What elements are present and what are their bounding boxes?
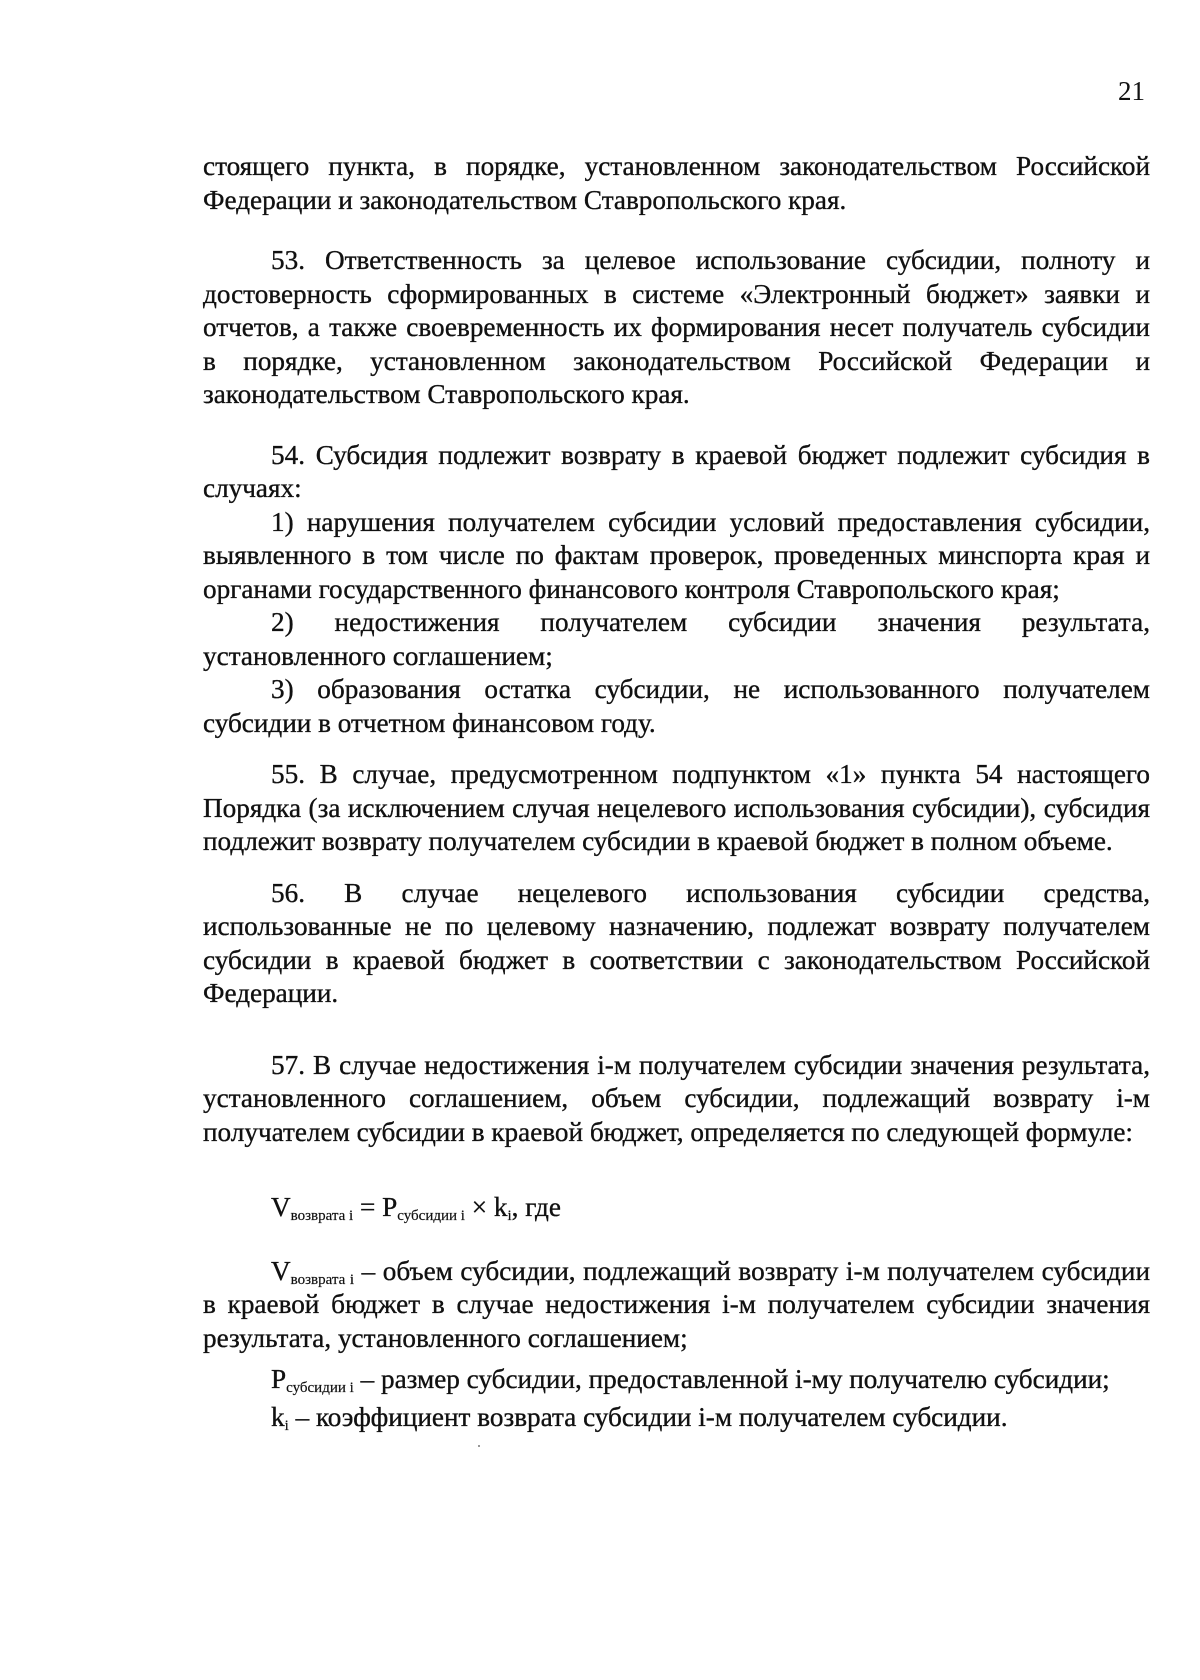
formula-p-subscript: субсидии i [397,1208,465,1224]
formula-tail: , где [511,1192,561,1222]
definition-p-text: – размер субсидии, предоставленной i-му получателю субсидии; [353,1364,1110,1394]
definition-v-symbol: V [271,1255,291,1286]
paragraph-54-item-3: 3) образования остатка субсидии, не использованного получателем субсидии в отчетном финансовом году. [203,674,1150,738]
formula-p-symbol: P [382,1192,398,1222]
definition-k [203,1401,1150,1435]
formula-v-symbol: V [271,1192,291,1222]
paragraph-54: 54. Субсидия подлежит возврату в краевой бюджет подлежит субсидия в случаях: [203,439,1150,503]
definition-p-subscript: субсидии i [286,1380,354,1396]
paragraph-54-item-1: 1) нарушения получателем субсидии условий предоставления субсидии, выявленного в том числе по фактам проверок, проведенных минспорта края и органами государственного финансового контроля Ставропольского края; [203,506,1150,604]
formula-equals: = [353,1192,383,1222]
definition-k-text: – коэффициент возврата субсидии i-м получателем субсидии. [288,1401,1008,1432]
formula-k-subscript: i [507,1208,512,1224]
definition-v [203,1255,1150,1356]
paragraph-continuation: стоящего пункта, в порядке, установленном законодательством Российской Федерации и законодательством Ставропольского края. [203,151,1150,215]
paragraph-54-item-2: 2) недостижения получателем субсидии значения результата, установленного соглашением; [203,607,1150,671]
formula-v-subscript: возврата i [290,1208,354,1224]
page-number: 21 [1118,76,1145,106]
return-formula [203,1191,1150,1225]
definition-v-subscript: возврата i [290,1271,354,1288]
definition-p [203,1363,1150,1397]
definition-v-text: – объем субсидии, подлежащий возврату i-м получателем субсидии в краевой бюджет в случае недостижения i-м получателем субсидии значения результата, установленного соглашением; [203,1255,1150,1353]
scan-speck [478,1445,480,1447]
definition-k-subscript: i [284,1417,289,1434]
definition-p-symbol: P [271,1364,287,1394]
document-body [203,150,1150,1434]
paragraph-57: 57. В случае недостижения i-м получателем субсидии значения результата, установленного соглашением, объем субсидии, подлежащий возврату i-м получателем субсидии в краевой бюджет, определяется по следующей формуле: [203,1049,1150,1147]
definition-k-symbol: k [271,1401,285,1432]
paragraph-55: 55. В случае, предусмотренном подпунктом «1» пункта 54 настоящего Порядка (за исключением случая нецелевого использования субсидии), субсидия подлежит возврату получателем субсидии в краевой бюджет в полном объеме. [203,759,1150,856]
paragraph-53: 53. Ответственность за целевое использование субсидии, полноту и достоверность сформированных в системе «Электронный бюджет» заявки и отчетов, а также своевременность их формирования несет получатель субсидии в порядке, установленном законодательством Российской Федерации и законодательством Ставропольского края. [203,245,1150,409]
formula-times-k: × k [464,1192,508,1222]
paragraph-56: 56. В случае нецелевого использования субсидии средства, использованные не по целевому назначению, подлежат возврату получателем субсидии в краевой бюджет в соответствии с законодательством Российской Федерации. [203,877,1150,1008]
